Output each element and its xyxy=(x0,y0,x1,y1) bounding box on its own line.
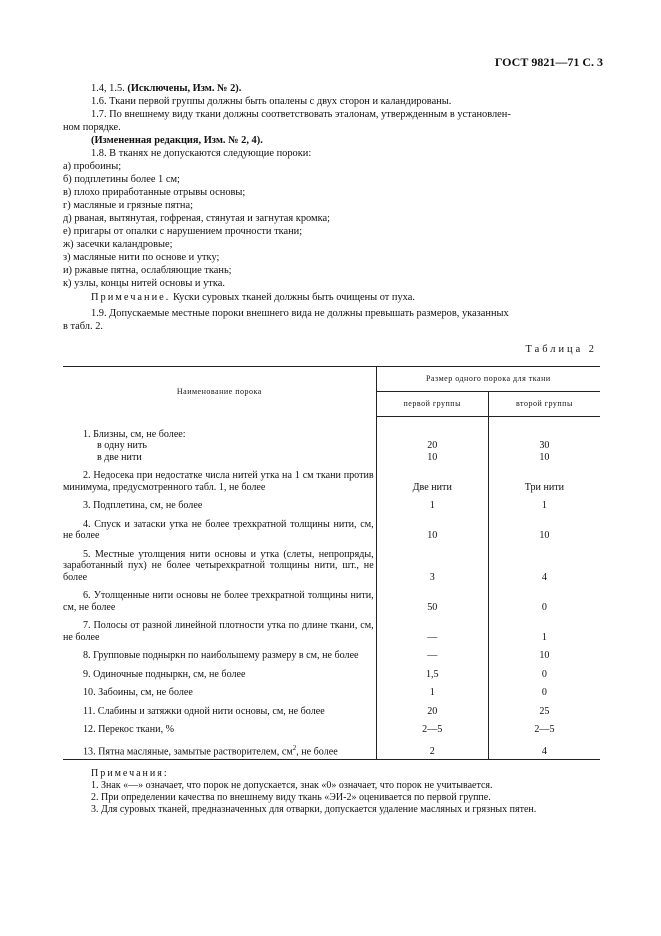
defect-item: и) ржавые пятна, ослабляющие ткань; xyxy=(63,265,232,276)
row-name: 10. Забоины, см, не более xyxy=(83,687,193,698)
note-text: Куски суровых тканей должны быть очищены от пуха. xyxy=(172,292,415,303)
amendment-note: (Измененная редакция, Изм. № 2, 4). xyxy=(91,135,263,146)
value-group2: 2—5 xyxy=(534,724,555,735)
note xyxy=(91,292,415,304)
row-name: 1. Близны, см, не более: xyxy=(83,428,186,440)
row-subitem: в две нити xyxy=(97,451,142,463)
table-row xyxy=(63,680,600,699)
defect-item: в) плохо приработанные отрывы основы; xyxy=(63,187,246,198)
paragraph-1-7-line1: 1.7. По внешнему виду ткани должны соответствовать эталонам, утвержденным в установлен- xyxy=(91,109,511,120)
value-group1: 20 xyxy=(427,440,438,451)
defect-item: к) узлы, концы нитей основы и утка. xyxy=(63,278,225,289)
row-name: 11. Слабины и затяжки одной нити основы, см, не более xyxy=(83,705,325,717)
value-group1: 3 xyxy=(376,542,488,584)
note-item: 1. Знак «—» означает, что порок не допускается, знак «0» означает, что порок не учитывается. xyxy=(91,780,493,791)
paragraph-1-9-line2: в табл. 2. xyxy=(63,321,103,332)
value-group1: 2—5 xyxy=(376,717,488,736)
value-group2: 1 xyxy=(541,500,547,511)
defects-table xyxy=(63,366,600,760)
row-name: 2. Недосека при недостатке числа нитей утка на 1 см ткани против минимума, предусмотренного табл. 1, не более xyxy=(63,470,374,493)
column-header-group2: второй группы xyxy=(488,392,600,417)
table-row xyxy=(63,583,600,613)
defect-item: а) пробоины; xyxy=(63,161,122,172)
table-row xyxy=(63,717,600,736)
row-name: 5. Местные утолщения нити основы и утка (слеты, непропряды, заработанный пух) не более четырехкратной толщины нити, шт., не более xyxy=(63,548,374,583)
row-name: 7. Полосы от разной линейной плотности утка по длине ткани, см, не более xyxy=(63,620,374,643)
defect-item: д) рваная, вытянутая, гофреная, стянутая и загнутая кромка; xyxy=(63,213,330,224)
value-group1: 20 xyxy=(376,699,488,718)
value-group1: — xyxy=(376,643,488,662)
value-group2: 0 xyxy=(541,668,547,680)
value-group1: — xyxy=(376,613,488,643)
row-name: 12. Перекос ткани, % xyxy=(83,724,175,735)
paragraph-1-7-line2: ном порядке. xyxy=(63,122,121,133)
table-row xyxy=(63,662,600,681)
value-group1: 10 xyxy=(427,451,438,463)
column-header-group1: первой группы xyxy=(376,392,488,417)
row-name: 4. Спуск и затаски утка не более трехкратной толщины нити, см, не более xyxy=(63,518,374,541)
value-group1: 10 xyxy=(376,512,488,542)
value-group2: 25 xyxy=(539,705,550,717)
table-row xyxy=(63,463,600,493)
row-name: 9. Одиночные подныркн, см, не более xyxy=(83,668,246,680)
paragraph-1-9-line1: 1.9. Допускаемые местные пороки внешнего вида не должны превышать размеров, указанных xyxy=(91,308,509,319)
defect-item: з) масляные нити по основе и утку; xyxy=(63,252,220,263)
defect-item: б) подплетины более 1 см; xyxy=(63,174,180,185)
paragraph-1-8: 1.8. В тканях не допускаются следующие пороки: xyxy=(91,148,312,159)
value-group2: Три нити xyxy=(524,481,565,493)
paragraph-1-6: 1.6. Ткани первой группы должны быть опалены с двух сторон и каландированы. xyxy=(91,96,452,107)
paragraph-1-4 xyxy=(91,83,241,95)
value-group1: Две нити xyxy=(376,463,488,493)
table-row xyxy=(63,512,600,542)
value-group2: 10 xyxy=(539,530,550,541)
value-group2: 10 xyxy=(539,650,550,661)
value-group2: 30 xyxy=(539,440,550,451)
column-header-name: Наименование порока xyxy=(63,367,376,417)
value-group2: 4 xyxy=(488,736,600,760)
row-name: 6. Утолщенные нити основы не более трехкратной толщины нити, см, не более xyxy=(63,590,374,613)
notes-title: Примечания: xyxy=(91,768,169,779)
table-row xyxy=(63,417,600,464)
table-row xyxy=(63,613,600,643)
value-group2: 0 xyxy=(541,687,547,698)
value-group2: 0 xyxy=(541,601,547,613)
note-item: 3. Для суровых тканей, предназначенных для отварки, допускается удаление масляных и грязных пятен. xyxy=(91,804,537,815)
note-item: 2. При определении качества по внешнему виду ткань «ЭИ-2» оценивается по первой группе. xyxy=(91,792,491,803)
row-name: 13. Пятна масляные, замытые растворителем, $см^2$, не более xyxy=(83,743,338,757)
value-group1: 2 xyxy=(376,736,488,760)
table-notes xyxy=(91,768,536,816)
table-row xyxy=(63,493,600,512)
value-group1: 1,5 xyxy=(376,662,488,681)
row-name: 3. Подплетина, см, не более xyxy=(83,500,203,511)
table-row xyxy=(63,542,600,584)
column-header-size: Размер одного порока для ткани xyxy=(376,367,600,392)
page-header: ГОСТ 9821—71 С. 3 xyxy=(494,55,603,69)
note-label: Примечание. xyxy=(91,292,171,303)
value-group1: 50 xyxy=(376,583,488,613)
table-row xyxy=(63,736,600,760)
table-caption: Таблица 2 xyxy=(525,344,597,355)
value-group1: 1 xyxy=(376,680,488,699)
value-group2: 1 xyxy=(541,631,547,643)
value-group2: 10 xyxy=(539,451,550,463)
defect-item: ж) засечки каландровые; xyxy=(63,239,173,250)
table-row xyxy=(63,699,600,718)
defect-item: е) пригары от опалки с нарушением прочности ткани; xyxy=(63,226,303,237)
clause-excluded-note: (Исключены, Изм. № 2). xyxy=(127,83,242,94)
defect-item: г) масляные и грязные пятна; xyxy=(63,200,193,211)
row-subitem: в одну нить xyxy=(97,440,147,451)
table-row xyxy=(63,643,600,662)
value-group2: 4 xyxy=(541,571,547,583)
row-name: 8. Групповые подныркн по наибольшему размеру в см, не более xyxy=(83,650,359,661)
value-group1: 1 xyxy=(376,493,488,512)
clause-number: 1.4, 1.5. xyxy=(91,83,125,94)
